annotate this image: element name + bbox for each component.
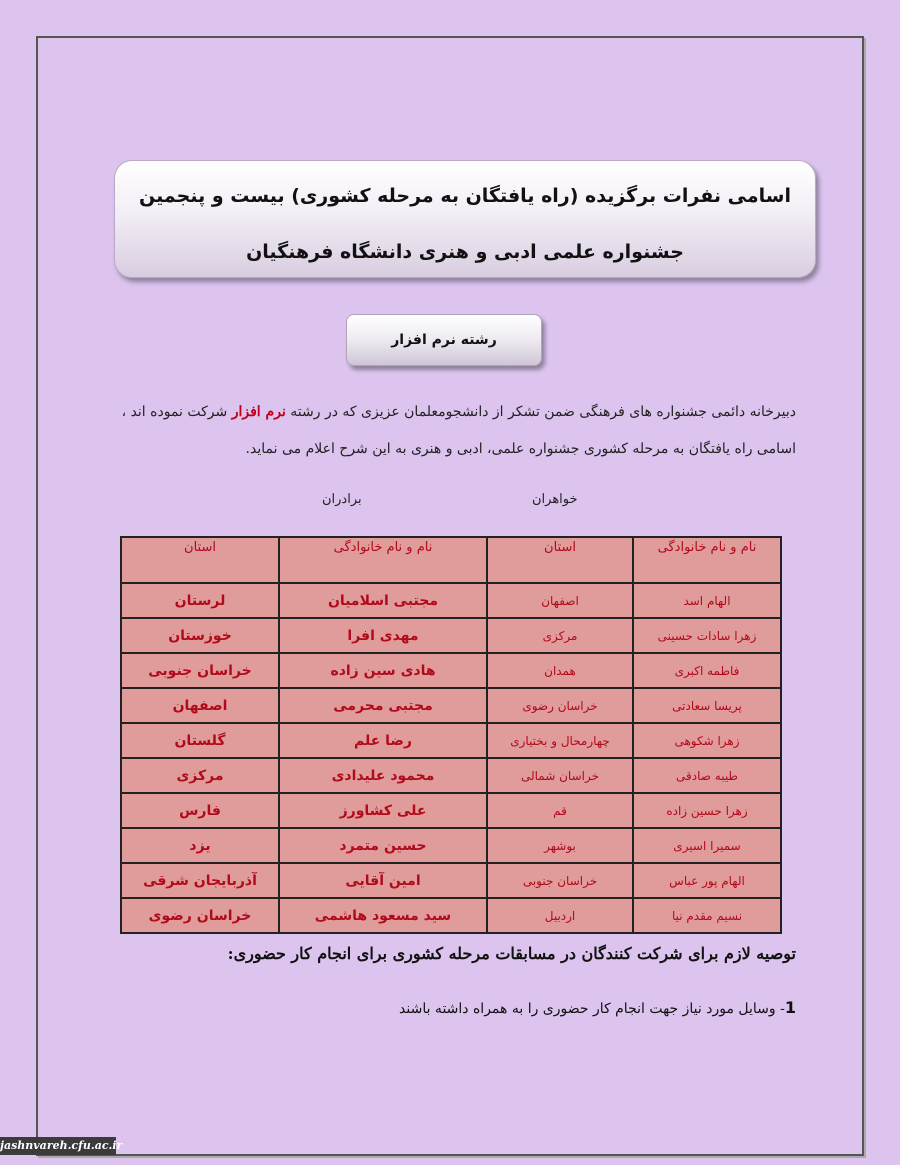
title-banner xyxy=(114,160,816,278)
title-line-2: جشنواره علمی ادبی و هنری دانشگاه فرهنگیان xyxy=(246,241,684,263)
sister-name-cell: زهرا حسین زاده xyxy=(633,793,781,828)
site-watermark: jashnvareh.cfu.ac.ir xyxy=(0,1137,116,1155)
sister-province-cell: اردبیل xyxy=(487,898,633,933)
brother-name-cell: سید مسعود هاشمی xyxy=(279,898,487,933)
sister-province-cell: چهارمحال و بختیاری xyxy=(487,723,633,758)
intro-paragraph-line-2: اسامی راه یافتگان به مرحله کشوری جشنواره علمی، ادبی و هنری به این شرح اعلام می نماید. xyxy=(245,441,796,457)
brother-province-cell: خراسان جنوبی xyxy=(121,653,279,688)
table-row xyxy=(121,828,781,863)
table-row xyxy=(121,688,781,723)
winners-table xyxy=(120,536,782,934)
header-brother-name: نام و نام خانوادگی xyxy=(279,537,487,583)
sister-province-cell: بوشهر xyxy=(487,828,633,863)
header-sister-province: استان xyxy=(487,537,633,583)
brother-province-cell: خوزستان xyxy=(121,618,279,653)
table-row xyxy=(121,583,781,618)
brother-name-cell: رضا علم xyxy=(279,723,487,758)
brother-name-cell: حسین متمرد xyxy=(279,828,487,863)
intro-text-before: دبیرخانه دائمی جشنواره های فرهنگی ضمن تشکر از دانشجومعلمان عزیزی که در رشته xyxy=(290,404,796,420)
brother-province-cell: لرستان xyxy=(121,583,279,618)
brother-province-cell: مرکزی xyxy=(121,758,279,793)
brother-province-cell: فارس xyxy=(121,793,279,828)
brother-name-cell: امین آقایی xyxy=(279,863,487,898)
brother-name-cell: هادی سین زاده xyxy=(279,653,487,688)
table-row xyxy=(121,898,781,933)
brother-province-cell: گلستان xyxy=(121,723,279,758)
brother-name-cell: مجتبی اسلامیان xyxy=(279,583,487,618)
brother-province-cell: خراسان رضوی xyxy=(121,898,279,933)
recommendation-heading: توصیه لازم برای شرکت کنندگان در مسابقات مرحله کشوری برای انجام کار حضوری: xyxy=(227,944,796,963)
brother-province-cell: یزد xyxy=(121,828,279,863)
intro-paragraph-line-1 xyxy=(120,404,796,420)
brother-name-cell: علی کشاورز xyxy=(279,793,487,828)
sisters-label: خواهران xyxy=(532,492,578,507)
sister-province-cell: قم xyxy=(487,793,633,828)
recommendation-item-1 xyxy=(120,998,796,1017)
sister-name-cell: فاطمه اکبری xyxy=(633,653,781,688)
table-row xyxy=(121,758,781,793)
table-header-row xyxy=(121,537,781,583)
table-row xyxy=(121,653,781,688)
intro-highlight-field: نرم افزار xyxy=(231,404,286,420)
recommendation-item-text: - وسایل مورد نیاز جهت انجام کار حضوری را به همراه داشته باشند xyxy=(399,1001,785,1017)
header-sister-name: نام و نام خانوادگی xyxy=(633,537,781,583)
sister-name-cell: الهام اسد xyxy=(633,583,781,618)
brother-province-cell: آذربایجان شرقی xyxy=(121,863,279,898)
sister-province-cell: خراسان شمالی xyxy=(487,758,633,793)
sister-province-cell: مرکزی xyxy=(487,618,633,653)
brother-name-cell: مهدی افرا xyxy=(279,618,487,653)
sister-name-cell: زهرا سادات حسینی xyxy=(633,618,781,653)
field-label-badge: رشته نرم افزار xyxy=(346,314,542,366)
recommendation-item-number: 1 xyxy=(784,998,796,1017)
sister-name-cell: طیبه صادقی xyxy=(633,758,781,793)
brother-province-cell: اصفهان xyxy=(121,688,279,723)
sister-name-cell: پریسا سعادتی xyxy=(633,688,781,723)
sister-name-cell: زهرا شکوهی xyxy=(633,723,781,758)
sister-province-cell: همدان xyxy=(487,653,633,688)
sister-province-cell: اصفهان xyxy=(487,583,633,618)
brothers-label: برادران xyxy=(322,492,362,507)
brother-name-cell: محمود علیدادی xyxy=(279,758,487,793)
sister-province-cell: خراسان جنوبی xyxy=(487,863,633,898)
sister-name-cell: سمیرا اسیری xyxy=(633,828,781,863)
table-row xyxy=(121,793,781,828)
table-row xyxy=(121,618,781,653)
sister-province-cell: خراسان رضوی xyxy=(487,688,633,723)
header-brother-province: استان xyxy=(121,537,279,583)
sister-name-cell: الهام پور عباس xyxy=(633,863,781,898)
brother-name-cell: مجتبی محرمی xyxy=(279,688,487,723)
title-line-1: اسامی نفرات برگزیده (راه یافتگان به مرحله کشوری) بیست و پنجمین xyxy=(139,185,791,207)
table-row xyxy=(121,723,781,758)
table-row xyxy=(121,863,781,898)
sister-name-cell: نسیم مقدم نیا xyxy=(633,898,781,933)
intro-text-after: شرکت نموده اند ، xyxy=(121,404,228,420)
